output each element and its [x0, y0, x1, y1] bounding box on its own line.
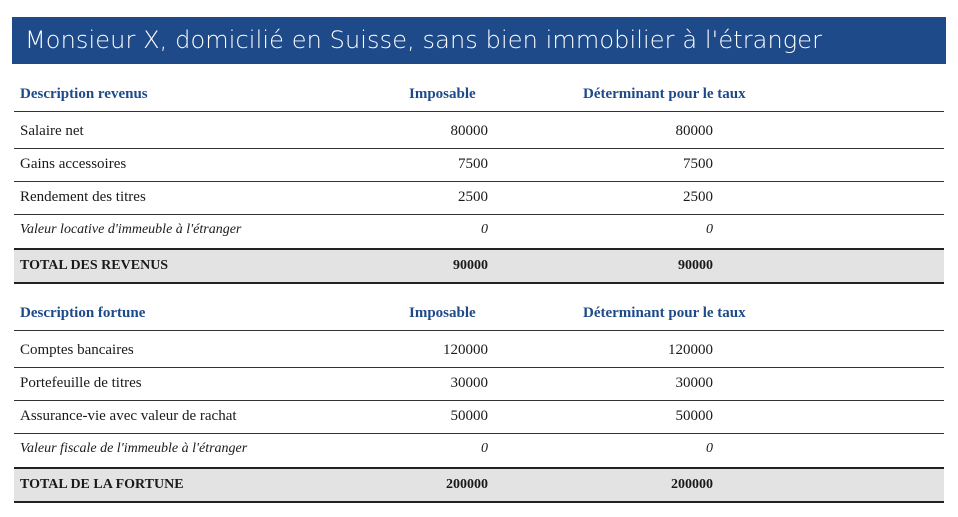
table-row — [14, 148, 944, 182]
revenus-header-determinant: Déterminant pour le taux — [583, 86, 746, 102]
row-imposable: 50000 — [450, 408, 488, 424]
row-determinant: 80000 — [675, 123, 713, 139]
page-title: Monsieur X, domicilié en Suisse, sans bien immobilier à l'étranger — [25, 26, 823, 54]
table-row — [14, 334, 944, 368]
row-determinant: 120000 — [668, 342, 713, 358]
revenus-header-imposable: Imposable — [409, 86, 476, 102]
row-imposable: 2500 — [458, 189, 488, 205]
total-determinant: 90000 — [678, 258, 713, 273]
table-row — [14, 181, 944, 215]
revenus-header-description: Description revenus — [20, 86, 148, 102]
row-determinant: 2500 — [683, 189, 713, 205]
table-row — [14, 214, 944, 247]
row-label: Rendement des titres — [20, 189, 146, 205]
total-imposable: 200000 — [446, 477, 488, 492]
row-imposable: 0 — [481, 441, 488, 456]
total-row — [14, 467, 944, 503]
row-determinant: 30000 — [675, 375, 713, 391]
row-imposable: 120000 — [443, 342, 488, 358]
revenus-header-row — [14, 78, 944, 112]
row-determinant: 0 — [706, 441, 713, 456]
row-imposable: 30000 — [450, 375, 488, 391]
row-determinant: 0 — [706, 222, 713, 237]
table-row — [14, 115, 944, 149]
row-imposable: 7500 — [458, 156, 488, 172]
table-row — [14, 400, 944, 434]
fortune-header-description: Description fortune — [20, 305, 146, 321]
fortune-header-imposable: Imposable — [409, 305, 476, 321]
row-label: Gains accessoires — [20, 156, 127, 172]
total-label: TOTAL DE LA FORTUNE — [20, 477, 184, 492]
row-determinant: 7500 — [683, 156, 713, 172]
total-row — [14, 248, 944, 284]
table-row — [14, 367, 944, 401]
total-determinant: 200000 — [671, 477, 713, 492]
row-determinant: 50000 — [675, 408, 713, 424]
row-label: Comptes bancaires — [20, 342, 134, 358]
fortune-header-determinant: Déterminant pour le taux — [583, 305, 746, 321]
total-label: TOTAL DES REVENUS — [20, 258, 169, 273]
row-label: Assurance-vie avec valeur de rachat — [20, 408, 237, 424]
row-imposable: 0 — [481, 222, 488, 237]
row-label: Salaire net — [20, 123, 84, 139]
table-row — [14, 433, 944, 466]
title-bar — [12, 17, 946, 64]
row-label: Valeur fiscale de l'immeuble à l'étranger — [20, 441, 248, 456]
row-label: Portefeuille de titres — [20, 375, 142, 391]
row-imposable: 80000 — [450, 123, 488, 139]
row-label: Valeur locative d'immeuble à l'étranger — [20, 222, 242, 237]
fortune-header-row — [14, 297, 944, 331]
total-imposable: 90000 — [453, 258, 488, 273]
